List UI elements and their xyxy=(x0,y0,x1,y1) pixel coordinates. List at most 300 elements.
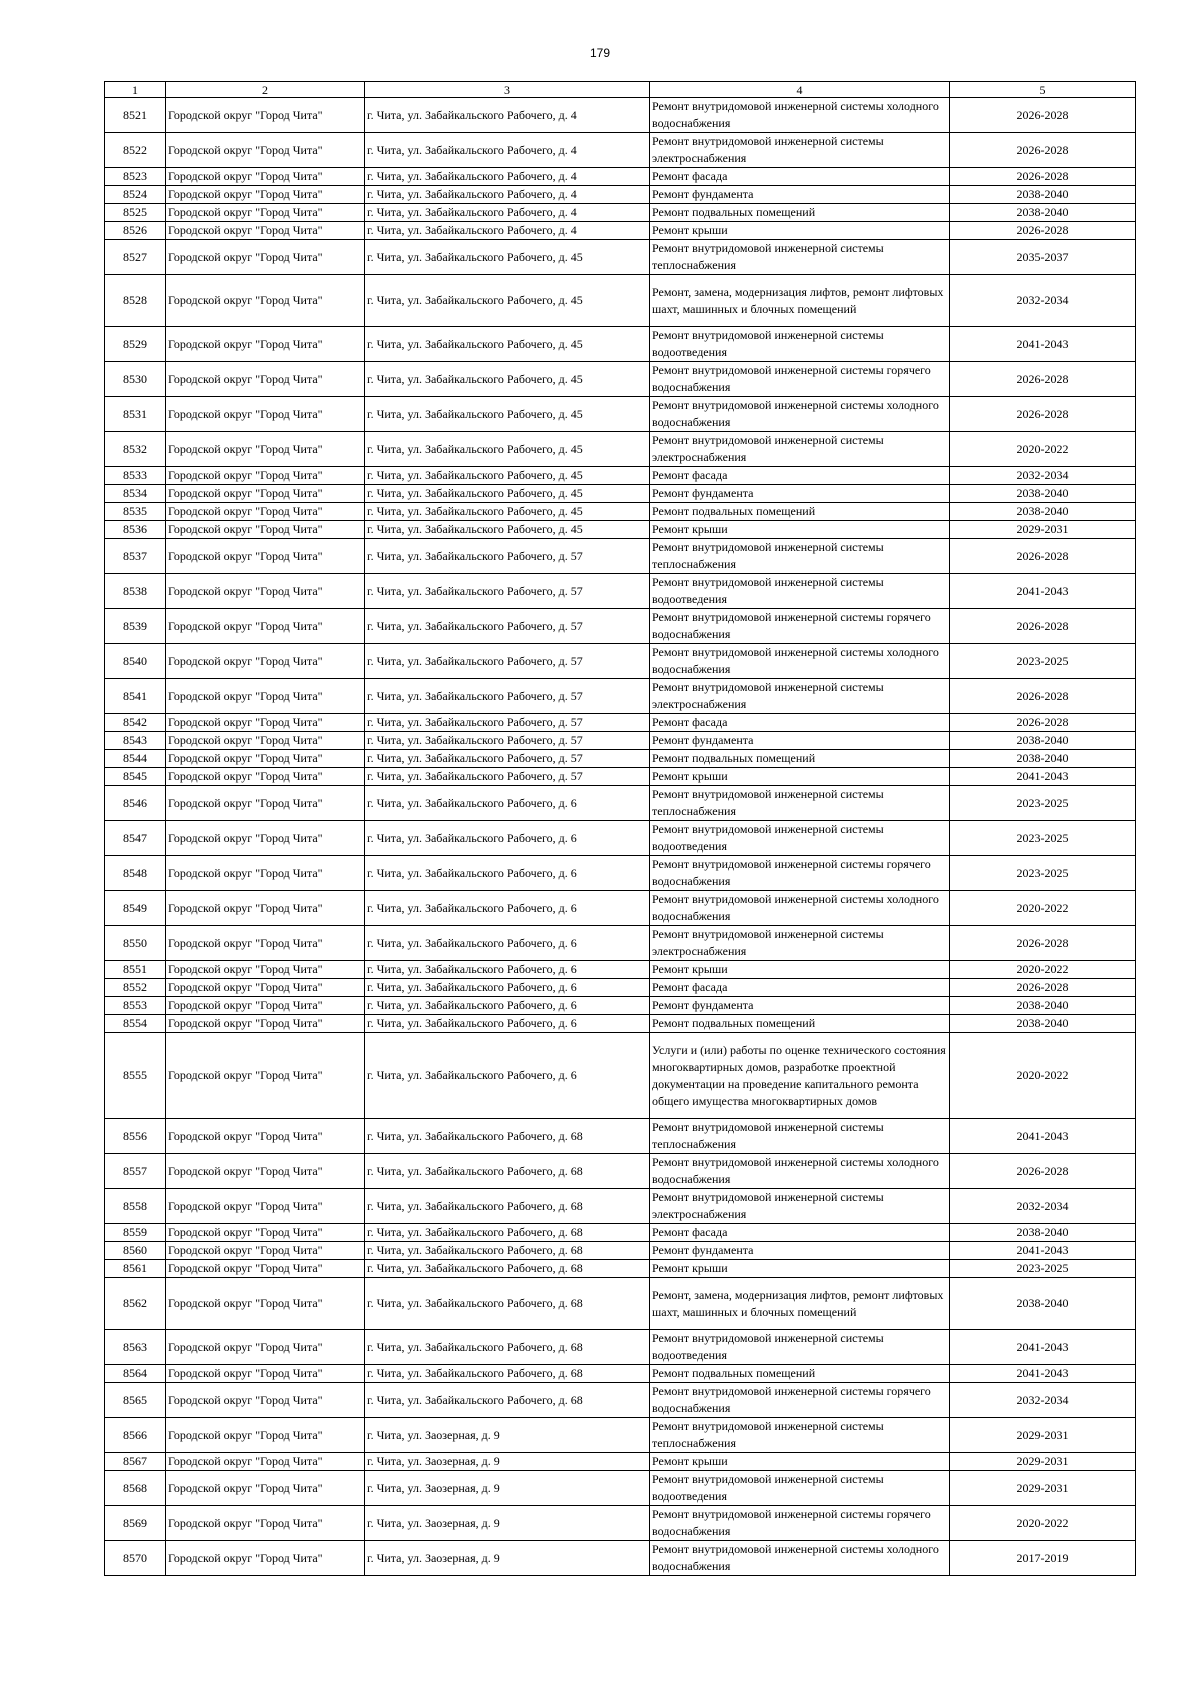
address-cell: г. Чита, ул. Забайкальского Рабочего, д. 45 xyxy=(365,503,650,521)
table-row xyxy=(105,467,1136,485)
period-cell: 2038-2040 xyxy=(950,1224,1136,1242)
table-row xyxy=(105,574,1136,609)
municipality-cell: Городской округ "Город Чита" xyxy=(166,1033,365,1119)
table-row xyxy=(105,1506,1136,1541)
work-type-cell: Ремонт крыши xyxy=(650,1260,950,1278)
period-cell: 2023-2025 xyxy=(950,856,1136,891)
table-row xyxy=(105,362,1136,397)
municipality-cell: Городской округ "Город Чита" xyxy=(166,503,365,521)
row-number-cell: 8555 xyxy=(105,1033,166,1119)
municipality-cell: Городской округ "Город Чита" xyxy=(166,574,365,609)
work-type-cell: Ремонт подвальных помещений xyxy=(650,1015,950,1033)
period-cell: 2038-2040 xyxy=(950,186,1136,204)
row-number-cell: 8547 xyxy=(105,821,166,856)
table-row xyxy=(105,168,1136,186)
municipality-cell: Городской округ "Город Чита" xyxy=(166,275,365,327)
table-row xyxy=(105,397,1136,432)
municipality-cell: Городской округ "Город Чита" xyxy=(166,1418,365,1453)
address-cell: г. Чита, ул. Забайкальского Рабочего, д. 68 xyxy=(365,1154,650,1189)
address-cell: г. Чита, ул. Забайкальского Рабочего, д. 68 xyxy=(365,1119,650,1154)
table-row xyxy=(105,891,1136,926)
address-cell: г. Чита, ул. Забайкальского Рабочего, д. 68 xyxy=(365,1189,650,1224)
address-cell: г. Чита, ул. Заозерная, д. 9 xyxy=(365,1506,650,1541)
work-type-cell: Ремонт подвальных помещений xyxy=(650,204,950,222)
work-type-cell: Ремонт внутридомовой инженерной системы водоотведения xyxy=(650,574,950,609)
municipality-cell: Городской округ "Город Чита" xyxy=(166,1119,365,1154)
work-type-cell: Ремонт подвальных помещений xyxy=(650,503,950,521)
period-cell: 2026-2028 xyxy=(950,979,1136,997)
work-type-cell: Ремонт внутридомовой инженерной системы теплоснабжения xyxy=(650,1418,950,1453)
municipality-cell: Городской округ "Город Чита" xyxy=(166,786,365,821)
work-type-cell: Ремонт внутридомовой инженерной системы холодного водоснабжения xyxy=(650,1154,950,1189)
table-row xyxy=(105,1418,1136,1453)
address-cell: г. Чита, ул. Забайкальского Рабочего, д. 4 xyxy=(365,186,650,204)
municipality-cell: Городской округ "Город Чита" xyxy=(166,240,365,275)
row-number-cell: 8521 xyxy=(105,98,166,133)
work-type-cell: Ремонт фундамента xyxy=(650,997,950,1015)
period-cell: 2020-2022 xyxy=(950,891,1136,926)
row-number-cell: 8533 xyxy=(105,467,166,485)
row-number-cell: 8531 xyxy=(105,397,166,432)
work-type-cell: Ремонт фасада xyxy=(650,979,950,997)
work-type-cell: Ремонт внутридомовой инженерной системы холодного водоснабжения xyxy=(650,397,950,432)
work-type-cell: Ремонт внутридомовой инженерной системы водоотведения xyxy=(650,1330,950,1365)
address-cell: г. Чита, ул. Забайкальского Рабочего, д. 4 xyxy=(365,133,650,168)
table-row xyxy=(105,856,1136,891)
municipality-cell: Городской округ "Город Чита" xyxy=(166,397,365,432)
table-row xyxy=(105,275,1136,327)
row-number-cell: 8562 xyxy=(105,1278,166,1330)
table-row xyxy=(105,327,1136,362)
municipality-cell: Городской округ "Город Чита" xyxy=(166,768,365,786)
row-number-cell: 8543 xyxy=(105,732,166,750)
work-type-cell: Ремонт внутридомовой инженерной системы теплоснабжения xyxy=(650,539,950,574)
work-type-cell: Ремонт внутридомовой инженерной системы холодного водоснабжения xyxy=(650,644,950,679)
row-number-cell: 8549 xyxy=(105,891,166,926)
row-number-cell: 8545 xyxy=(105,768,166,786)
work-type-cell: Ремонт внутридомовой инженерной системы электроснабжения xyxy=(650,926,950,961)
work-type-cell: Ремонт внутридомовой инженерной системы холодного водоснабжения xyxy=(650,891,950,926)
address-cell: г. Чита, ул. Забайкальского Рабочего, д. 45 xyxy=(365,240,650,275)
period-cell: 2017-2019 xyxy=(950,1541,1136,1576)
table-row xyxy=(105,926,1136,961)
row-number-cell: 8537 xyxy=(105,539,166,574)
row-number-cell: 8524 xyxy=(105,186,166,204)
address-cell: г. Чита, ул. Забайкальского Рабочего, д. 57 xyxy=(365,714,650,732)
address-cell: г. Чита, ул. Забайкальского Рабочего, д. 4 xyxy=(365,98,650,133)
work-type-cell: Ремонт подвальных помещений xyxy=(650,1365,950,1383)
municipality-cell: Городской округ "Город Чита" xyxy=(166,1224,365,1242)
work-type-cell: Ремонт крыши xyxy=(650,961,950,979)
municipality-cell: Городской округ "Город Чита" xyxy=(166,168,365,186)
period-cell: 2032-2034 xyxy=(950,1189,1136,1224)
work-type-cell: Ремонт внутридомовой инженерной системы теплоснабжения xyxy=(650,240,950,275)
column-header: 5 xyxy=(950,82,1136,98)
municipality-cell: Городской округ "Город Чита" xyxy=(166,539,365,574)
row-number-cell: 8563 xyxy=(105,1330,166,1365)
period-cell: 2041-2043 xyxy=(950,1365,1136,1383)
period-cell: 2026-2028 xyxy=(950,539,1136,574)
address-cell: г. Чита, ул. Забайкальского Рабочего, д. 68 xyxy=(365,1224,650,1242)
period-cell: 2029-2031 xyxy=(950,1453,1136,1471)
row-number-cell: 8559 xyxy=(105,1224,166,1242)
municipality-cell: Городской округ "Город Чита" xyxy=(166,204,365,222)
table-row xyxy=(105,979,1136,997)
period-cell: 2020-2022 xyxy=(950,1506,1136,1541)
table-row xyxy=(105,1471,1136,1506)
municipality-cell: Городской округ "Город Чита" xyxy=(166,521,365,539)
row-number-cell: 8542 xyxy=(105,714,166,732)
municipality-cell: Городской округ "Город Чита" xyxy=(166,133,365,168)
row-number-cell: 8568 xyxy=(105,1471,166,1506)
table-row xyxy=(105,186,1136,204)
work-type-cell: Ремонт фасада xyxy=(650,714,950,732)
period-cell: 2041-2043 xyxy=(950,768,1136,786)
address-cell: г. Чита, ул. Забайкальского Рабочего, д. 45 xyxy=(365,432,650,467)
address-cell: г. Чита, ул. Забайкальского Рабочего, д. 6 xyxy=(365,856,650,891)
row-number-cell: 8544 xyxy=(105,750,166,768)
municipality-cell: Городской округ "Город Чита" xyxy=(166,1015,365,1033)
address-cell: г. Чита, ул. Заозерная, д. 9 xyxy=(365,1541,650,1576)
row-number-cell: 8569 xyxy=(105,1506,166,1541)
work-type-cell: Ремонт внутридомовой инженерной системы электроснабжения xyxy=(650,133,950,168)
work-type-cell: Ремонт фундамента xyxy=(650,732,950,750)
municipality-cell: Городской округ "Город Чита" xyxy=(166,679,365,714)
column-header: 3 xyxy=(365,82,650,98)
row-number-cell: 8525 xyxy=(105,204,166,222)
municipality-cell: Городской округ "Город Чита" xyxy=(166,1154,365,1189)
period-cell: 2041-2043 xyxy=(950,1242,1136,1260)
row-number-cell: 8548 xyxy=(105,856,166,891)
row-number-cell: 8564 xyxy=(105,1365,166,1383)
municipality-cell: Городской округ "Город Чита" xyxy=(166,821,365,856)
period-cell: 2038-2040 xyxy=(950,997,1136,1015)
address-cell: г. Чита, ул. Забайкальского Рабочего, д. 57 xyxy=(365,609,650,644)
work-type-cell: Ремонт внутридомовой инженерной системы водоотведения xyxy=(650,821,950,856)
work-type-cell: Ремонт подвальных помещений xyxy=(650,750,950,768)
address-cell: г. Чита, ул. Забайкальского Рабочего, д. 6 xyxy=(365,926,650,961)
table-row xyxy=(105,1119,1136,1154)
address-cell: г. Чита, ул. Забайкальского Рабочего, д. 45 xyxy=(365,327,650,362)
table-row xyxy=(105,1224,1136,1242)
address-cell: г. Чита, ул. Забайкальского Рабочего, д. 6 xyxy=(365,821,650,856)
period-cell: 2038-2040 xyxy=(950,503,1136,521)
period-cell: 2041-2043 xyxy=(950,1119,1136,1154)
municipality-cell: Городской округ "Город Чита" xyxy=(166,1330,365,1365)
municipality-cell: Городской округ "Город Чита" xyxy=(166,327,365,362)
table-row xyxy=(105,1015,1136,1033)
address-cell: г. Чита, ул. Забайкальского Рабочего, д. 57 xyxy=(365,732,650,750)
table-row xyxy=(105,997,1136,1015)
row-number-cell: 8532 xyxy=(105,432,166,467)
municipality-cell: Городской округ "Город Чита" xyxy=(166,644,365,679)
work-type-cell: Ремонт, замена, модернизация лифтов, ремонт лифтовых шахт, машинных и блочных помещений xyxy=(650,275,950,327)
work-type-cell: Ремонт фундамента xyxy=(650,1242,950,1260)
row-number-cell: 8528 xyxy=(105,275,166,327)
period-cell: 2023-2025 xyxy=(950,1260,1136,1278)
period-cell: 2026-2028 xyxy=(950,926,1136,961)
table-row xyxy=(105,1154,1136,1189)
work-type-cell: Ремонт внутридомовой инженерной системы электроснабжения xyxy=(650,432,950,467)
table-row xyxy=(105,432,1136,467)
period-cell: 2038-2040 xyxy=(950,204,1136,222)
period-cell: 2026-2028 xyxy=(950,609,1136,644)
work-type-cell: Ремонт внутридомовой инженерной системы горячего водоснабжения xyxy=(650,609,950,644)
municipality-cell: Городской округ "Город Чита" xyxy=(166,979,365,997)
municipality-cell: Городской округ "Город Чита" xyxy=(166,714,365,732)
work-type-cell: Ремонт, замена, модернизация лифтов, ремонт лифтовых шахт, машинных и блочных помещений xyxy=(650,1278,950,1330)
address-cell: г. Чита, ул. Забайкальского Рабочего, д. 45 xyxy=(365,521,650,539)
address-cell: г. Чита, ул. Забайкальского Рабочего, д. 57 xyxy=(365,768,650,786)
table-row xyxy=(105,821,1136,856)
work-type-cell: Ремонт внутридомовой инженерной системы холодного водоснабжения xyxy=(650,98,950,133)
municipality-cell: Городской округ "Город Чита" xyxy=(166,1278,365,1330)
work-type-cell: Ремонт внутридомовой инженерной системы электроснабжения xyxy=(650,679,950,714)
row-number-cell: 8529 xyxy=(105,327,166,362)
period-cell: 2023-2025 xyxy=(950,644,1136,679)
period-cell: 2020-2022 xyxy=(950,432,1136,467)
work-type-cell: Ремонт внутридомовой инженерной системы электроснабжения xyxy=(650,1189,950,1224)
address-cell: г. Чита, ул. Забайкальского Рабочего, д. 45 xyxy=(365,275,650,327)
address-cell: г. Чита, ул. Забайкальского Рабочего, д. 6 xyxy=(365,786,650,821)
period-cell: 2038-2040 xyxy=(950,485,1136,503)
address-cell: г. Чита, ул. Заозерная, д. 9 xyxy=(365,1471,650,1506)
row-number-cell: 8540 xyxy=(105,644,166,679)
period-cell: 2038-2040 xyxy=(950,1278,1136,1330)
row-number-cell: 8565 xyxy=(105,1383,166,1418)
row-number-cell: 8546 xyxy=(105,786,166,821)
period-cell: 2026-2028 xyxy=(950,168,1136,186)
municipality-cell: Городской округ "Город Чита" xyxy=(166,926,365,961)
row-number-cell: 8526 xyxy=(105,222,166,240)
row-number-cell: 8557 xyxy=(105,1154,166,1189)
period-cell: 2038-2040 xyxy=(950,732,1136,750)
address-cell: г. Чита, ул. Забайкальского Рабочего, д. 68 xyxy=(365,1260,650,1278)
work-type-cell: Ремонт внутридомовой инженерной системы горячего водоснабжения xyxy=(650,1383,950,1418)
address-cell: г. Чита, ул. Забайкальского Рабочего, д. 45 xyxy=(365,467,650,485)
table-row xyxy=(105,1330,1136,1365)
table-row xyxy=(105,1278,1136,1330)
address-cell: г. Чита, ул. Забайкальского Рабочего, д. 57 xyxy=(365,539,650,574)
municipality-cell: Городской округ "Город Чита" xyxy=(166,222,365,240)
table-row xyxy=(105,1242,1136,1260)
table-row xyxy=(105,98,1136,133)
municipality-cell: Городской округ "Город Чита" xyxy=(166,856,365,891)
table-row xyxy=(105,961,1136,979)
period-cell: 2032-2034 xyxy=(950,1383,1136,1418)
table-row xyxy=(105,503,1136,521)
work-type-cell: Ремонт внутридомовой инженерной системы горячего водоснабжения xyxy=(650,1506,950,1541)
row-number-cell: 8541 xyxy=(105,679,166,714)
row-number-cell: 8522 xyxy=(105,133,166,168)
municipality-cell: Городской округ "Город Чита" xyxy=(166,362,365,397)
period-cell: 2026-2028 xyxy=(950,222,1136,240)
address-cell: г. Чита, ул. Забайкальского Рабочего, д. 68 xyxy=(365,1330,650,1365)
table-row xyxy=(105,133,1136,168)
table-row xyxy=(105,1383,1136,1418)
address-cell: г. Чита, ул. Заозерная, д. 9 xyxy=(365,1418,650,1453)
table-row xyxy=(105,1260,1136,1278)
work-type-cell: Ремонт фасада xyxy=(650,467,950,485)
period-cell: 2026-2028 xyxy=(950,714,1136,732)
table-row xyxy=(105,786,1136,821)
table-row xyxy=(105,768,1136,786)
row-number-cell: 8534 xyxy=(105,485,166,503)
period-cell: 2029-2031 xyxy=(950,521,1136,539)
address-cell: г. Чита, ул. Забайкальского Рабочего, д. 45 xyxy=(365,485,650,503)
capital-repair-table xyxy=(104,81,1136,1576)
table-row xyxy=(105,1453,1136,1471)
municipality-cell: Городской округ "Город Чита" xyxy=(166,732,365,750)
table-row xyxy=(105,1033,1136,1119)
period-cell: 2038-2040 xyxy=(950,750,1136,768)
period-cell: 2032-2034 xyxy=(950,275,1136,327)
table-row xyxy=(105,485,1136,503)
table-row xyxy=(105,644,1136,679)
row-number-cell: 8552 xyxy=(105,979,166,997)
period-cell: 2020-2022 xyxy=(950,1033,1136,1119)
municipality-cell: Городской округ "Город Чита" xyxy=(166,467,365,485)
table-row xyxy=(105,1541,1136,1576)
municipality-cell: Городской округ "Город Чита" xyxy=(166,1365,365,1383)
address-cell: г. Чита, ул. Забайкальского Рабочего, д. 4 xyxy=(365,168,650,186)
address-cell: г. Чита, ул. Забайкальского Рабочего, д. 68 xyxy=(365,1278,650,1330)
period-cell: 2026-2028 xyxy=(950,1154,1136,1189)
address-cell: г. Чита, ул. Заозерная, д. 9 xyxy=(365,1453,650,1471)
municipality-cell: Городской округ "Город Чита" xyxy=(166,186,365,204)
municipality-cell: Городской округ "Город Чита" xyxy=(166,432,365,467)
work-type-cell: Ремонт внутридомовой инженерной системы горячего водоснабжения xyxy=(650,856,950,891)
column-header: 4 xyxy=(650,82,950,98)
address-cell: г. Чита, ул. Забайкальского Рабочего, д. 6 xyxy=(365,1033,650,1119)
municipality-cell: Городской округ "Город Чита" xyxy=(166,1471,365,1506)
period-cell: 2020-2022 xyxy=(950,961,1136,979)
row-number-cell: 8556 xyxy=(105,1119,166,1154)
municipality-cell: Городской округ "Город Чита" xyxy=(166,98,365,133)
column-header: 1 xyxy=(105,82,166,98)
address-cell: г. Чита, ул. Забайкальского Рабочего, д. 45 xyxy=(365,397,650,432)
table-row xyxy=(105,679,1136,714)
address-cell: г. Чита, ул. Забайкальского Рабочего, д. 57 xyxy=(365,679,650,714)
period-cell: 2026-2028 xyxy=(950,679,1136,714)
row-number-cell: 8566 xyxy=(105,1418,166,1453)
work-type-cell: Ремонт фундамента xyxy=(650,186,950,204)
row-number-cell: 8567 xyxy=(105,1453,166,1471)
page-number: 179 xyxy=(589,46,611,60)
period-cell: 2026-2028 xyxy=(950,98,1136,133)
row-number-cell: 8536 xyxy=(105,521,166,539)
row-number-cell: 8539 xyxy=(105,609,166,644)
period-cell: 2041-2043 xyxy=(950,327,1136,362)
address-cell: г. Чита, ул. Забайкальского Рабочего, д. 57 xyxy=(365,574,650,609)
period-cell: 2029-2031 xyxy=(950,1418,1136,1453)
period-cell: 2023-2025 xyxy=(950,821,1136,856)
table-row xyxy=(105,240,1136,275)
period-cell: 2035-2037 xyxy=(950,240,1136,275)
row-number-cell: 8561 xyxy=(105,1260,166,1278)
row-number-cell: 8570 xyxy=(105,1541,166,1576)
period-cell: 2023-2025 xyxy=(950,786,1136,821)
municipality-cell: Городской округ "Город Чита" xyxy=(166,1242,365,1260)
address-cell: г. Чита, ул. Забайкальского Рабочего, д. 68 xyxy=(365,1383,650,1418)
row-number-cell: 8558 xyxy=(105,1189,166,1224)
work-type-cell: Ремонт внутридомовой инженерной системы теплоснабжения xyxy=(650,1119,950,1154)
address-cell: г. Чита, ул. Забайкальского Рабочего, д. 57 xyxy=(365,750,650,768)
period-cell: 2032-2034 xyxy=(950,467,1136,485)
address-cell: г. Чита, ул. Забайкальского Рабочего, д. 45 xyxy=(365,362,650,397)
row-number-cell: 8553 xyxy=(105,997,166,1015)
table-row xyxy=(105,539,1136,574)
municipality-cell: Городской округ "Город Чита" xyxy=(166,997,365,1015)
municipality-cell: Городской округ "Город Чита" xyxy=(166,1506,365,1541)
work-type-cell: Ремонт внутридомовой инженерной системы водоотведения xyxy=(650,327,950,362)
address-cell: г. Чита, ул. Забайкальского Рабочего, д. 6 xyxy=(365,961,650,979)
municipality-cell: Городской округ "Город Чита" xyxy=(166,1383,365,1418)
table-row xyxy=(105,750,1136,768)
table-row xyxy=(105,1189,1136,1224)
period-cell: 2026-2028 xyxy=(950,133,1136,168)
address-cell: г. Чита, ул. Забайкальского Рабочего, д. 4 xyxy=(365,222,650,240)
address-cell: г. Чита, ул. Забайкальского Рабочего, д. 4 xyxy=(365,204,650,222)
municipality-cell: Городской округ "Город Чита" xyxy=(166,1453,365,1471)
row-number-cell: 8527 xyxy=(105,240,166,275)
municipality-cell: Городской округ "Город Чита" xyxy=(166,485,365,503)
work-type-cell: Ремонт крыши xyxy=(650,521,950,539)
row-number-cell: 8560 xyxy=(105,1242,166,1260)
table-row xyxy=(105,521,1136,539)
municipality-cell: Городской округ "Город Чита" xyxy=(166,891,365,926)
row-number-cell: 8523 xyxy=(105,168,166,186)
row-number-cell: 8554 xyxy=(105,1015,166,1033)
address-cell: г. Чита, ул. Забайкальского Рабочего, д. 6 xyxy=(365,997,650,1015)
table-row xyxy=(105,222,1136,240)
address-cell: г. Чита, ул. Забайкальского Рабочего, д. 57 xyxy=(365,644,650,679)
work-type-cell: Ремонт фундамента xyxy=(650,485,950,503)
row-number-cell: 8530 xyxy=(105,362,166,397)
period-cell: 2041-2043 xyxy=(950,1330,1136,1365)
municipality-cell: Городской округ "Город Чита" xyxy=(166,1260,365,1278)
period-cell: 2026-2028 xyxy=(950,362,1136,397)
municipality-cell: Городской округ "Город Чита" xyxy=(166,961,365,979)
municipality-cell: Городской округ "Город Чита" xyxy=(166,1189,365,1224)
period-cell: 2029-2031 xyxy=(950,1471,1136,1506)
work-type-cell: Ремонт крыши xyxy=(650,1453,950,1471)
row-number-cell: 8550 xyxy=(105,926,166,961)
municipality-cell: Городской округ "Город Чита" xyxy=(166,1541,365,1576)
work-type-cell: Ремонт крыши xyxy=(650,768,950,786)
table-row xyxy=(105,1365,1136,1383)
column-header: 2 xyxy=(166,82,365,98)
address-cell: г. Чита, ул. Забайкальского Рабочего, д. 6 xyxy=(365,979,650,997)
work-type-cell: Ремонт крыши xyxy=(650,222,950,240)
table-body xyxy=(105,98,1136,1576)
row-number-cell: 8535 xyxy=(105,503,166,521)
work-type-cell: Ремонт фасада xyxy=(650,168,950,186)
address-cell: г. Чита, ул. Забайкальского Рабочего, д. 68 xyxy=(365,1242,650,1260)
header-row xyxy=(105,82,1136,98)
period-cell: 2026-2028 xyxy=(950,397,1136,432)
table-row xyxy=(105,732,1136,750)
table-row xyxy=(105,609,1136,644)
work-type-cell: Ремонт внутридомовой инженерной системы теплоснабжения xyxy=(650,786,950,821)
table-row xyxy=(105,204,1136,222)
table-row xyxy=(105,714,1136,732)
work-type-cell: Ремонт внутридомовой инженерной системы водоотведения xyxy=(650,1471,950,1506)
row-number-cell: 8551 xyxy=(105,961,166,979)
municipality-cell: Городской округ "Город Чита" xyxy=(166,609,365,644)
work-type-cell: Ремонт внутридомовой инженерной системы холодного водоснабжения xyxy=(650,1541,950,1576)
municipality-cell: Городской округ "Город Чита" xyxy=(166,750,365,768)
